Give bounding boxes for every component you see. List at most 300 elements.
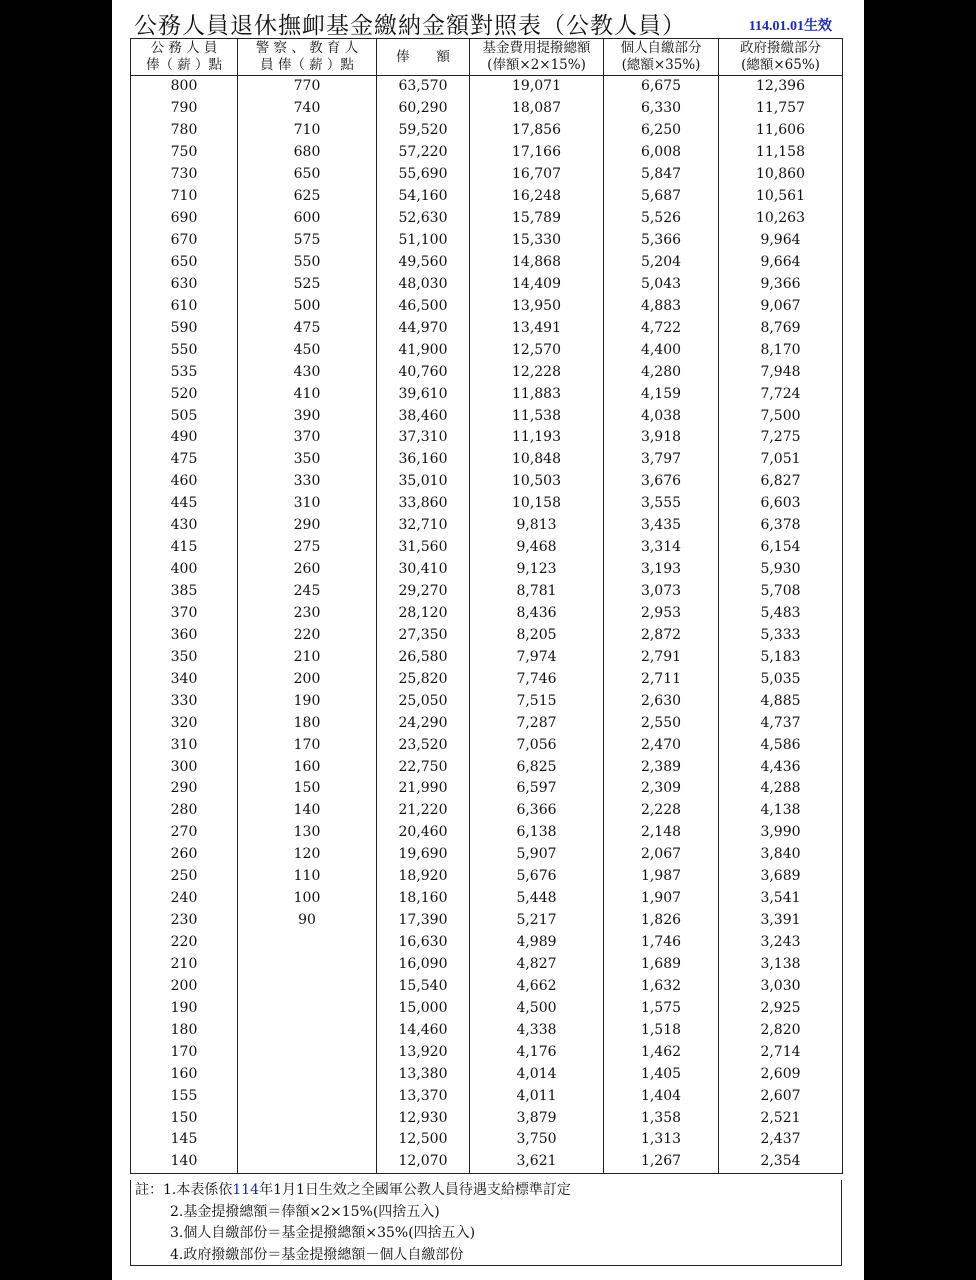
cell-fund-total: 4,014	[470, 1063, 604, 1085]
cell-fund-total: 6,597	[470, 778, 604, 800]
cell-civil-point: 190	[131, 997, 238, 1019]
cell-salary: 40,760	[377, 361, 470, 383]
cell-personal-share: 2,470	[604, 734, 719, 756]
cell-personal-share: 3,314	[604, 537, 719, 559]
cell-fund-total: 12,570	[470, 339, 604, 361]
cell-civil-point: 430	[131, 515, 238, 537]
cell-government-share: 3,138	[719, 954, 843, 976]
cell-government-share: 6,827	[719, 471, 843, 493]
table-row	[131, 844, 843, 866]
cell-police-teacher-point: 140	[238, 800, 377, 822]
cell-civil-point: 520	[131, 383, 238, 405]
note-4: 4.政府撥繳部份＝基金提撥總額－個人自繳部份	[170, 1246, 464, 1263]
cell-government-share: 6,603	[719, 493, 843, 515]
cell-fund-total: 4,827	[470, 954, 604, 976]
cell-government-share: 4,436	[719, 756, 843, 778]
cell-salary: 16,630	[377, 932, 470, 954]
cell-police-teacher-point: 120	[238, 844, 377, 866]
table-row	[131, 866, 843, 888]
table-row	[131, 515, 843, 537]
cell-government-share: 9,964	[719, 230, 843, 252]
cell-civil-point: 535	[131, 361, 238, 383]
cell-salary: 25,050	[377, 690, 470, 712]
table-row	[131, 910, 843, 932]
cell-fund-total: 5,676	[470, 866, 604, 888]
cell-civil-point: 260	[131, 844, 238, 866]
cell-fund-total: 4,338	[470, 1019, 604, 1041]
cell-police-teacher-point	[238, 1107, 377, 1129]
cell-personal-share: 4,722	[604, 317, 719, 339]
cell-police-teacher-point	[238, 954, 377, 976]
header-row	[131, 39, 843, 76]
header-fund-total: 基金費用提撥總額 (俸額×2×15%)	[470, 39, 604, 76]
table-row	[131, 208, 843, 230]
cell-government-share: 4,586	[719, 734, 843, 756]
cell-personal-share: 5,687	[604, 186, 719, 208]
cell-personal-share: 4,400	[604, 339, 719, 361]
cell-fund-total: 13,950	[470, 295, 604, 317]
table-row	[131, 252, 843, 274]
cell-civil-point: 385	[131, 581, 238, 603]
cell-fund-total: 11,883	[470, 383, 604, 405]
cell-salary: 54,160	[377, 186, 470, 208]
cell-police-teacher-point	[238, 1151, 377, 1173]
table-row	[131, 317, 843, 339]
cell-civil-point: 710	[131, 186, 238, 208]
cell-government-share: 5,708	[719, 581, 843, 603]
cell-salary: 41,900	[377, 339, 470, 361]
cell-fund-total: 10,848	[470, 449, 604, 471]
table-row	[131, 800, 843, 822]
cell-personal-share: 4,280	[604, 361, 719, 383]
cell-civil-point: 310	[131, 734, 238, 756]
cell-civil-point: 155	[131, 1085, 238, 1107]
table-row	[131, 449, 843, 471]
table-row	[131, 997, 843, 1019]
cell-personal-share: 2,309	[604, 778, 719, 800]
cell-police-teacher-point: 710	[238, 120, 377, 142]
cell-government-share: 2,820	[719, 1019, 843, 1041]
notes-section	[130, 1180, 842, 1266]
cell-personal-share: 1,313	[604, 1129, 719, 1151]
cell-police-teacher-point: 680	[238, 142, 377, 164]
cell-personal-share: 6,008	[604, 142, 719, 164]
cell-personal-share: 3,073	[604, 581, 719, 603]
cell-government-share: 2,714	[719, 1041, 843, 1063]
cell-fund-total: 10,503	[470, 471, 604, 493]
cell-fund-total: 3,750	[470, 1129, 604, 1151]
cell-personal-share: 2,953	[604, 603, 719, 625]
cell-police-teacher-point: 245	[238, 581, 377, 603]
table-row	[131, 273, 843, 295]
cell-civil-point: 220	[131, 932, 238, 954]
cell-civil-point: 200	[131, 975, 238, 997]
cell-personal-share: 1,518	[604, 1019, 719, 1041]
table-row	[131, 120, 843, 142]
cell-personal-share: 3,435	[604, 515, 719, 537]
cell-fund-total: 14,868	[470, 252, 604, 274]
cell-salary: 24,290	[377, 712, 470, 734]
cell-government-share: 3,990	[719, 822, 843, 844]
cell-police-teacher-point	[238, 1019, 377, 1041]
cell-police-teacher-point	[238, 1041, 377, 1063]
cell-police-teacher-point: 100	[238, 888, 377, 910]
cell-civil-point: 370	[131, 603, 238, 625]
cell-police-teacher-point: 575	[238, 230, 377, 252]
table-row	[131, 1041, 843, 1063]
table-body	[131, 76, 843, 1174]
cell-salary: 20,460	[377, 822, 470, 844]
cell-police-teacher-point: 190	[238, 690, 377, 712]
cell-personal-share: 5,526	[604, 208, 719, 230]
cell-civil-point: 210	[131, 954, 238, 976]
cell-civil-point: 650	[131, 252, 238, 274]
cell-civil-point: 550	[131, 339, 238, 361]
cell-salary: 29,270	[377, 581, 470, 603]
cell-fund-total: 14,409	[470, 273, 604, 295]
cell-fund-total: 7,287	[470, 712, 604, 734]
table-row	[131, 712, 843, 734]
cell-salary: 28,120	[377, 603, 470, 625]
table-row	[131, 1129, 843, 1151]
cell-government-share: 3,391	[719, 910, 843, 932]
table-row	[131, 98, 843, 120]
cell-police-teacher-point: 275	[238, 537, 377, 559]
cell-police-teacher-point	[238, 1129, 377, 1151]
cell-personal-share: 5,043	[604, 273, 719, 295]
cell-government-share: 8,170	[719, 339, 843, 361]
cell-civil-point: 290	[131, 778, 238, 800]
cell-fund-total: 9,123	[470, 559, 604, 581]
cell-personal-share: 2,630	[604, 690, 719, 712]
cell-civil-point: 475	[131, 449, 238, 471]
cell-fund-total: 15,330	[470, 230, 604, 252]
cell-civil-point: 140	[131, 1151, 238, 1173]
cell-salary: 38,460	[377, 405, 470, 427]
cell-salary: 25,820	[377, 668, 470, 690]
cell-personal-share: 1,826	[604, 910, 719, 932]
cell-salary: 26,580	[377, 646, 470, 668]
cell-police-teacher-point: 650	[238, 164, 377, 186]
cell-civil-point: 730	[131, 164, 238, 186]
cell-salary: 44,970	[377, 317, 470, 339]
cell-government-share: 4,737	[719, 712, 843, 734]
cell-police-teacher-point: 475	[238, 317, 377, 339]
cell-government-share: 2,354	[719, 1151, 843, 1173]
cell-fund-total: 9,468	[470, 537, 604, 559]
cell-fund-total: 16,707	[470, 164, 604, 186]
cell-salary: 39,610	[377, 383, 470, 405]
table-row	[131, 76, 843, 98]
cell-police-teacher-point: 150	[238, 778, 377, 800]
cell-civil-point: 330	[131, 690, 238, 712]
cell-salary: 55,690	[377, 164, 470, 186]
cell-civil-point: 590	[131, 317, 238, 339]
cell-fund-total: 6,366	[470, 800, 604, 822]
cell-government-share: 5,183	[719, 646, 843, 668]
cell-police-teacher-point: 170	[238, 734, 377, 756]
cell-government-share: 9,067	[719, 295, 843, 317]
table-row	[131, 822, 843, 844]
cell-police-teacher-point	[238, 997, 377, 1019]
table-row	[131, 361, 843, 383]
cell-government-share: 7,051	[719, 449, 843, 471]
cell-salary: 37,310	[377, 427, 470, 449]
table-row	[131, 734, 843, 756]
cell-personal-share: 2,389	[604, 756, 719, 778]
note-1: 註：1.本表係依114年1月1日生效之全國軍公教人員待遇支給標準訂定	[135, 1182, 571, 1198]
table-row	[131, 668, 843, 690]
cell-fund-total: 8,781	[470, 581, 604, 603]
cell-government-share: 7,275	[719, 427, 843, 449]
cell-salary: 16,090	[377, 954, 470, 976]
cell-police-teacher-point: 390	[238, 405, 377, 427]
cell-government-share: 8,769	[719, 317, 843, 339]
cell-salary: 31,560	[377, 537, 470, 559]
cell-salary: 12,930	[377, 1107, 470, 1129]
cell-fund-total: 5,448	[470, 888, 604, 910]
cell-salary: 13,380	[377, 1063, 470, 1085]
cell-civil-point: 340	[131, 668, 238, 690]
cell-salary: 49,560	[377, 252, 470, 274]
cell-personal-share: 1,462	[604, 1041, 719, 1063]
cell-fund-total: 7,056	[470, 734, 604, 756]
cell-civil-point: 505	[131, 405, 238, 427]
cell-fund-total: 17,166	[470, 142, 604, 164]
cell-fund-total: 4,500	[470, 997, 604, 1019]
cell-fund-total: 7,974	[470, 646, 604, 668]
cell-fund-total: 7,515	[470, 690, 604, 712]
cell-police-teacher-point: 260	[238, 559, 377, 581]
cell-police-teacher-point: 350	[238, 449, 377, 471]
table-row	[131, 624, 843, 646]
cell-salary: 22,750	[377, 756, 470, 778]
table-row	[131, 1085, 843, 1107]
cell-personal-share: 5,366	[604, 230, 719, 252]
cell-salary: 32,710	[377, 515, 470, 537]
cell-fund-total: 8,205	[470, 624, 604, 646]
table-row	[131, 427, 843, 449]
cell-personal-share: 3,797	[604, 449, 719, 471]
cell-police-teacher-point: 550	[238, 252, 377, 274]
cell-salary: 12,500	[377, 1129, 470, 1151]
cell-police-teacher-point: 770	[238, 76, 377, 98]
cell-government-share: 10,860	[719, 164, 843, 186]
cell-salary: 21,220	[377, 800, 470, 822]
cell-government-share: 3,541	[719, 888, 843, 910]
cell-police-teacher-point: 740	[238, 98, 377, 120]
cell-police-teacher-point: 310	[238, 493, 377, 515]
cell-personal-share: 2,148	[604, 822, 719, 844]
table-row	[131, 603, 843, 625]
cell-fund-total: 12,228	[470, 361, 604, 383]
table-row	[131, 1151, 843, 1173]
table-row	[131, 295, 843, 317]
cell-government-share: 5,333	[719, 624, 843, 646]
table-row	[131, 164, 843, 186]
cell-fund-total: 13,491	[470, 317, 604, 339]
cell-fund-total: 16,248	[470, 186, 604, 208]
cell-civil-point: 250	[131, 866, 238, 888]
cell-government-share: 3,689	[719, 866, 843, 888]
cell-salary: 36,160	[377, 449, 470, 471]
cell-police-teacher-point: 430	[238, 361, 377, 383]
cell-personal-share: 2,791	[604, 646, 719, 668]
cell-civil-point: 170	[131, 1041, 238, 1063]
cell-government-share: 10,561	[719, 186, 843, 208]
cell-police-teacher-point: 600	[238, 208, 377, 230]
cell-government-share: 5,483	[719, 603, 843, 625]
header-government-share: 政府撥繳部分 (總額×65%)	[719, 39, 843, 76]
cell-police-teacher-point: 450	[238, 339, 377, 361]
table-row	[131, 932, 843, 954]
cell-salary: 21,990	[377, 778, 470, 800]
cell-salary: 33,860	[377, 493, 470, 515]
contribution-table	[130, 38, 843, 1174]
table-row	[131, 778, 843, 800]
table-row	[131, 1019, 843, 1041]
table-row	[131, 186, 843, 208]
cell-government-share: 2,437	[719, 1129, 843, 1151]
cell-salary: 59,520	[377, 120, 470, 142]
cell-government-share: 2,925	[719, 997, 843, 1019]
cell-police-teacher-point: 180	[238, 712, 377, 734]
table-row	[131, 1063, 843, 1085]
cell-fund-total: 18,087	[470, 98, 604, 120]
cell-civil-point: 240	[131, 888, 238, 910]
cell-salary: 60,290	[377, 98, 470, 120]
cell-police-teacher-point: 210	[238, 646, 377, 668]
cell-government-share: 2,609	[719, 1063, 843, 1085]
table-row	[131, 756, 843, 778]
table-row	[131, 690, 843, 712]
table-row	[131, 581, 843, 603]
cell-civil-point: 415	[131, 537, 238, 559]
cell-salary: 30,410	[377, 559, 470, 581]
cell-police-teacher-point: 500	[238, 295, 377, 317]
cell-government-share: 9,366	[719, 273, 843, 295]
cell-fund-total: 7,746	[470, 668, 604, 690]
cell-civil-point: 630	[131, 273, 238, 295]
cell-personal-share: 3,676	[604, 471, 719, 493]
cell-salary: 52,630	[377, 208, 470, 230]
cell-salary: 57,220	[377, 142, 470, 164]
cell-personal-share: 2,067	[604, 844, 719, 866]
cell-government-share: 7,724	[719, 383, 843, 405]
cell-personal-share: 6,675	[604, 76, 719, 98]
cell-government-share: 7,948	[719, 361, 843, 383]
cell-fund-total: 8,436	[470, 603, 604, 625]
cell-salary: 46,500	[377, 295, 470, 317]
cell-salary: 12,070	[377, 1151, 470, 1173]
cell-personal-share: 2,872	[604, 624, 719, 646]
cell-personal-share: 1,746	[604, 932, 719, 954]
cell-personal-share: 1,632	[604, 975, 719, 997]
cell-civil-point: 790	[131, 98, 238, 120]
table-row	[131, 954, 843, 976]
cell-personal-share: 1,404	[604, 1085, 719, 1107]
cell-fund-total: 4,176	[470, 1041, 604, 1063]
table-row	[131, 1107, 843, 1129]
cell-civil-point: 180	[131, 1019, 238, 1041]
cell-government-share: 6,154	[719, 537, 843, 559]
header-personal-share: 個人自繳部分 (總額×35%)	[604, 39, 719, 76]
cell-civil-point: 150	[131, 1107, 238, 1129]
cell-personal-share: 4,159	[604, 383, 719, 405]
cell-fund-total: 10,158	[470, 493, 604, 515]
cell-government-share: 2,521	[719, 1107, 843, 1129]
cell-personal-share: 5,204	[604, 252, 719, 274]
cell-personal-share: 3,193	[604, 559, 719, 581]
cell-salary: 13,370	[377, 1085, 470, 1107]
cell-government-share: 4,138	[719, 800, 843, 822]
cell-police-teacher-point: 410	[238, 383, 377, 405]
title-row	[130, 7, 850, 37]
cell-civil-point: 445	[131, 493, 238, 515]
cell-government-share: 9,664	[719, 252, 843, 274]
cell-personal-share: 5,847	[604, 164, 719, 186]
cell-police-teacher-point: 330	[238, 471, 377, 493]
cell-government-share: 11,606	[719, 120, 843, 142]
table-row	[131, 383, 843, 405]
cell-government-share: 6,378	[719, 515, 843, 537]
header-police-teacher-point: 警 察 、 教 育 人 員 俸（ 薪 ）點	[238, 39, 377, 76]
table-row	[131, 888, 843, 910]
cell-government-share: 11,158	[719, 142, 843, 164]
cell-civil-point: 460	[131, 471, 238, 493]
cell-salary: 23,520	[377, 734, 470, 756]
cell-fund-total: 5,907	[470, 844, 604, 866]
table-row	[131, 646, 843, 668]
cell-government-share: 2,607	[719, 1085, 843, 1107]
cell-police-teacher-point	[238, 932, 377, 954]
cell-civil-point: 300	[131, 756, 238, 778]
document-title: 公務人員退休撫卹基金繳納金額對照表（公教人員）	[134, 13, 686, 39]
cell-government-share: 11,757	[719, 98, 843, 120]
cell-salary: 17,390	[377, 910, 470, 932]
cell-personal-share: 1,689	[604, 954, 719, 976]
cell-personal-share: 2,228	[604, 800, 719, 822]
cell-personal-share: 6,330	[604, 98, 719, 120]
header-civil-point: 公 務 人 員 俸（ 薪 ）點	[131, 39, 238, 76]
cell-civil-point: 780	[131, 120, 238, 142]
cell-government-share: 5,035	[719, 668, 843, 690]
cell-personal-share: 2,550	[604, 712, 719, 734]
cell-fund-total: 9,813	[470, 515, 604, 537]
cell-salary: 14,460	[377, 1019, 470, 1041]
cell-fund-total: 6,825	[470, 756, 604, 778]
cell-civil-point: 160	[131, 1063, 238, 1085]
cell-police-teacher-point: 200	[238, 668, 377, 690]
cell-police-teacher-point: 220	[238, 624, 377, 646]
cell-fund-total: 3,621	[470, 1151, 604, 1173]
cell-government-share: 3,840	[719, 844, 843, 866]
cell-personal-share: 4,883	[604, 295, 719, 317]
cell-salary: 19,690	[377, 844, 470, 866]
cell-police-teacher-point: 110	[238, 866, 377, 888]
table-row	[131, 493, 843, 515]
cell-fund-total: 5,217	[470, 910, 604, 932]
cell-fund-total: 4,662	[470, 975, 604, 997]
cell-salary: 15,000	[377, 997, 470, 1019]
cell-civil-point: 610	[131, 295, 238, 317]
cell-salary: 18,160	[377, 888, 470, 910]
cell-salary: 15,540	[377, 975, 470, 997]
cell-government-share: 10,263	[719, 208, 843, 230]
cell-personal-share: 1,267	[604, 1151, 719, 1173]
cell-civil-point: 320	[131, 712, 238, 734]
table-row	[131, 339, 843, 361]
